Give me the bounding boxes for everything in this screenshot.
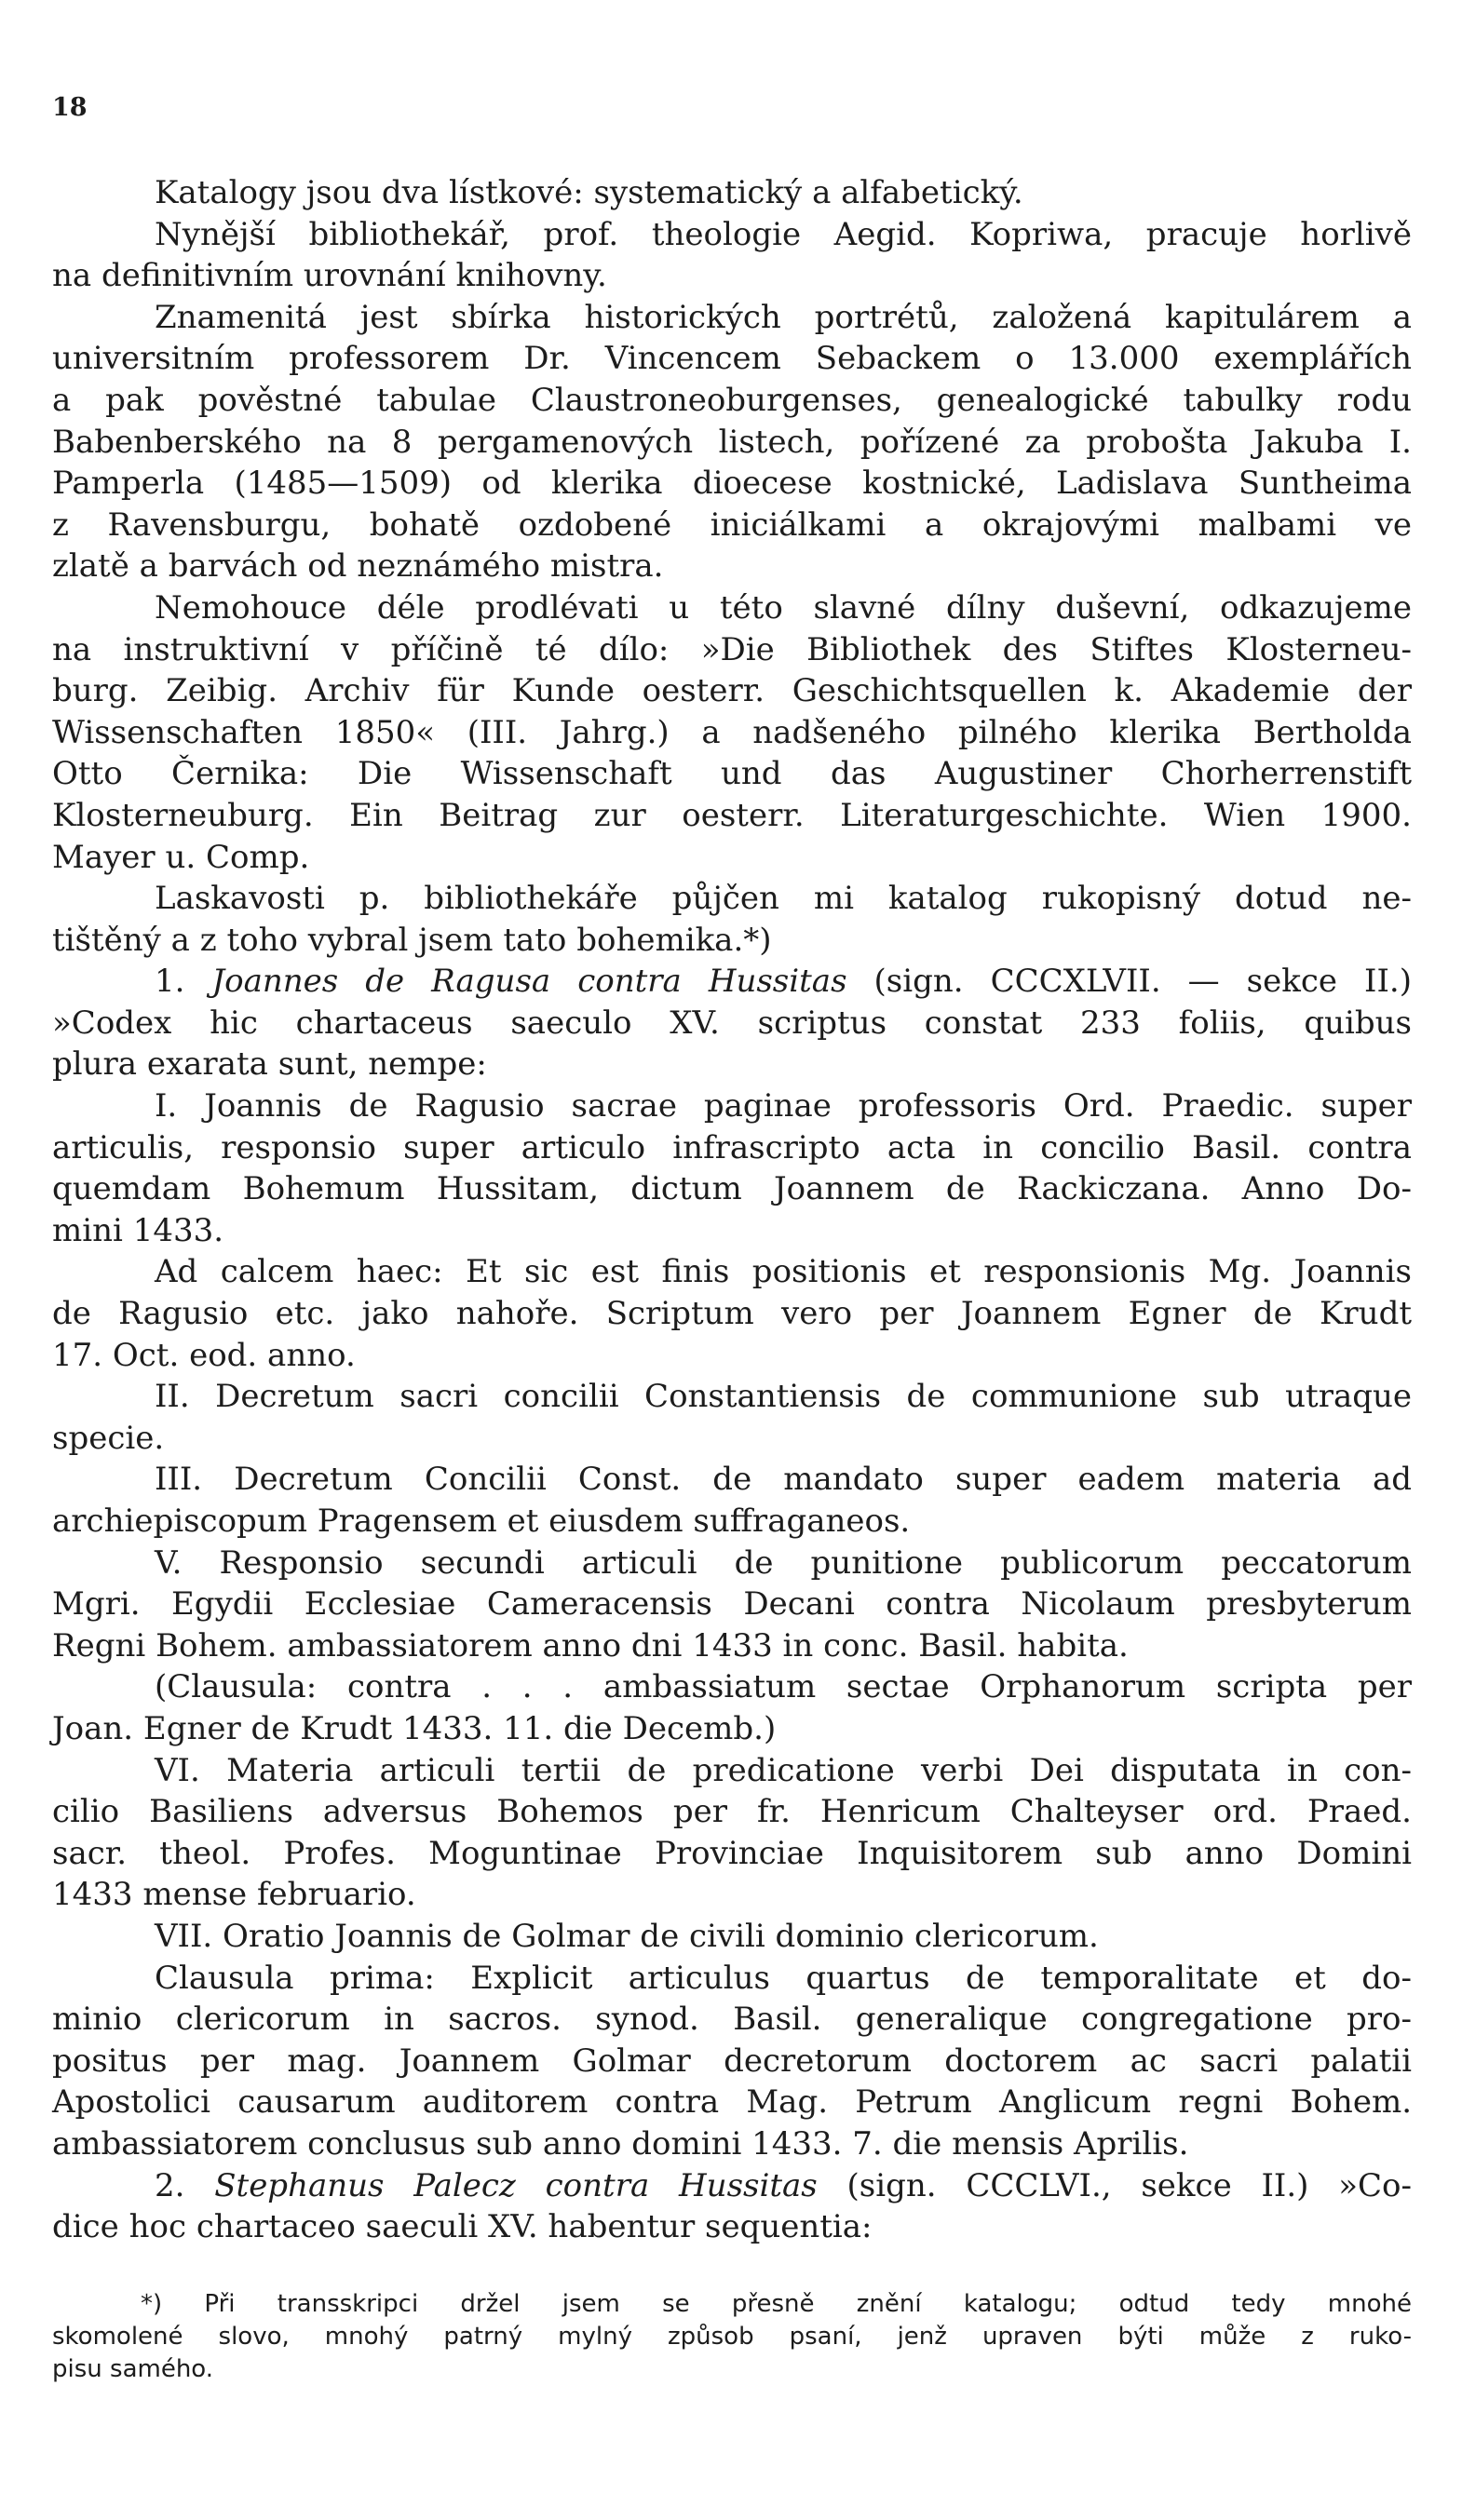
text-line: archiepiscopum Pragensem et eiusdem suffraganeos. <box>52 1503 911 1540</box>
text-line: Pamperla (1485—1509) od klerika dioecese kostnické, Ladislava Suntheima <box>52 465 1412 503</box>
text-line: zlatě a barvách od neznámého mistra. <box>52 547 664 586</box>
text-line: plura exarata sunt, nempe: <box>52 1045 487 1084</box>
text-line: Nynější bibliothekář, prof. theologie Aegid. Kopriwa, pracuje horlivě <box>155 215 1412 253</box>
text-line: articulis, responsio super articulo infrascripto acta in concilio Basil. contra <box>52 1128 1412 1166</box>
text-line: VI. Materia articuli tertii de predicatione verbi Dei disputata in con- <box>155 1751 1412 1789</box>
text-line: positus per mag. Joannem Golmar decretorum doctorem ac sacri palatii <box>52 2042 1412 2080</box>
text-line: ambassiatorem conclusus sub anno domini 1433. 7. die mensis Aprilis. <box>52 2124 1189 2163</box>
text-line: mini 1433. <box>52 1211 224 1249</box>
text-line: Ad calcem haec: Et sic est finis positionis et responsionis Mg. Joannis <box>155 1253 1412 1291</box>
text-line: na instruktivní v příčině té dílo: »Die Bibliothek des Stiftes Klosterneu- <box>52 630 1412 668</box>
text-line: Otto Černika: Die Wissenschaft und das Augustiner Chorherrenstift <box>52 755 1412 793</box>
line-prefix: 1. <box>155 963 212 1001</box>
text-line: Znamenitá jest sbírka historických portrétů, založená kapitulárem a <box>155 298 1412 336</box>
text-line: universitním professorem Dr. Vincencem Sebackem o 13.000 exemplářích <box>52 340 1412 378</box>
text-line <box>52 961 1412 1003</box>
text-line: minio clericorum in sacros. synod. Basil. generalique congregatione pro- <box>52 2001 1412 2039</box>
work-title: Joannes de Ragusa contra Hussitas <box>211 963 847 1001</box>
page-number: 18 <box>52 93 88 122</box>
text-line: Joan. Egner de Krudt 1433. 11. die Decemb.) <box>52 1709 777 1747</box>
text-line: Mayer u. Comp. <box>52 838 310 876</box>
text-line: Mgri. Egydii Ecclesiae Cameracensis Decani contra Nicolaum presbyterum <box>52 1585 1412 1624</box>
text-line: 17. Oct. eod. anno. <box>52 1336 356 1374</box>
text-line: quemdam Bohemum Hussitam, dictum Joannem de Rackiczana. Anno Do- <box>52 1170 1412 1208</box>
text-line: »Codex hic chartaceus saeculo XV. scriptus constat 233 foliis, quibus <box>52 1004 1412 1042</box>
text-line: Apostolici causarum auditorem contra Mag. Petrum Anglicum regni Bohem. <box>52 2083 1412 2122</box>
text-line: specie. <box>52 1419 165 1457</box>
text-line: III. Decretum Concilii Const. de mandato super eadem materia ad <box>155 1461 1412 1499</box>
text-line: I. Joannis de Ragusio sacrae paginae professoris Ord. Praedic. super <box>155 1087 1412 1125</box>
text-line: VII. Oratio Joannis de Golmar de civili dominio clericorum. <box>155 1917 1099 1955</box>
text-line: Katalogy jsou dva lístkové: systematický a alfabetický. <box>155 174 1023 211</box>
footnote-line: skomolené slovo, mnohý patrný mylný způsob psaní, jenž upraven býti může z ruko- <box>52 2323 1412 2351</box>
body-text <box>52 172 1412 2248</box>
work-title: Stephanus Palecz contra Hussitas <box>214 2166 818 2204</box>
text-line: sacr. theol. Profes. Moguntinae Provinciae Inquisitorem sub anno Domini <box>52 1834 1412 1872</box>
text-line: Nemohouce déle prodlévati u této slavné dílny duševní, odkazujeme <box>155 588 1412 627</box>
line-rest: (sign. CCCLVI., sekce II.) »Co- <box>817 2166 1412 2204</box>
text-line: burg. Zeibig. Archiv für Kunde oesterr. Geschichtsquellen k. Akademie der <box>52 672 1412 710</box>
text-line: z Ravensburgu, bohatě ozdobené iniciálkami a okrajovými malbami ve <box>52 505 1412 544</box>
text-line: V. Responsio secundi articuli de punitione publicorum peccatorum <box>155 1543 1412 1582</box>
text-line: tištěný a z toho vybral jsem tato bohemika.*) <box>52 921 772 959</box>
text-line: cilio Basiliens adversus Bohemos per fr. Henricum Chalteyser ord. Praed. <box>52 1793 1412 1831</box>
text-line: Laskavosti p. bibliothekáře půjčen mi katalog rukopisný dotud ne- <box>155 880 1412 918</box>
footnote-line: pisu samého. <box>52 2355 214 2383</box>
text-line: Klosterneuburg. Ein Beitrag zur oesterr. Literaturgeschichte. Wien 1900. <box>52 796 1412 834</box>
line-prefix: 2. <box>155 2166 215 2204</box>
text-line: dice hoc chartaceo saeculi XV. habentur sequentia: <box>52 2208 873 2246</box>
text-line <box>52 2165 1412 2207</box>
text-line: de Ragusio etc. jako nahoře. Scriptum vero per Joannem Egner de Krudt <box>52 1295 1412 1333</box>
footnote-line: *) Při transskripci držel jsem se přesně znění katalogu; odtud tedy mnohé <box>141 2290 1412 2318</box>
text-line: a pak pověstné tabulae Claustroneoburgenses, genealogické tabulky rodu <box>52 381 1412 419</box>
text-line: Clausula prima: Explicit articulus quartus de temporalitate et do- <box>155 1959 1412 1997</box>
text-line: na definitivním urovnání knihovny. <box>52 257 607 295</box>
text-line: Wissenschaften 1850« (III. Jahrg.) a nadšeného pilného klerika Bertholda <box>52 713 1412 751</box>
text-line: (Clausula: contra . . . ambassiatum sectae Orphanorum scripta per <box>155 1668 1412 1706</box>
text-line: 1433 mense februario. <box>52 1876 416 1914</box>
footnote <box>52 2288 1412 2386</box>
text-line: Regni Bohem. ambassiatorem anno dni 1433 in conc. Basil. habita. <box>52 1626 1129 1664</box>
line-rest: (sign. CCCXLVII. — sekce II.) <box>846 963 1412 1001</box>
text-line: II. Decretum sacri concilii Constantiensis de communione sub utraque <box>155 1378 1412 1416</box>
text-line: Babenberského na 8 pergamenových listech, pořízené za probošta Jakuba I. <box>52 423 1412 461</box>
